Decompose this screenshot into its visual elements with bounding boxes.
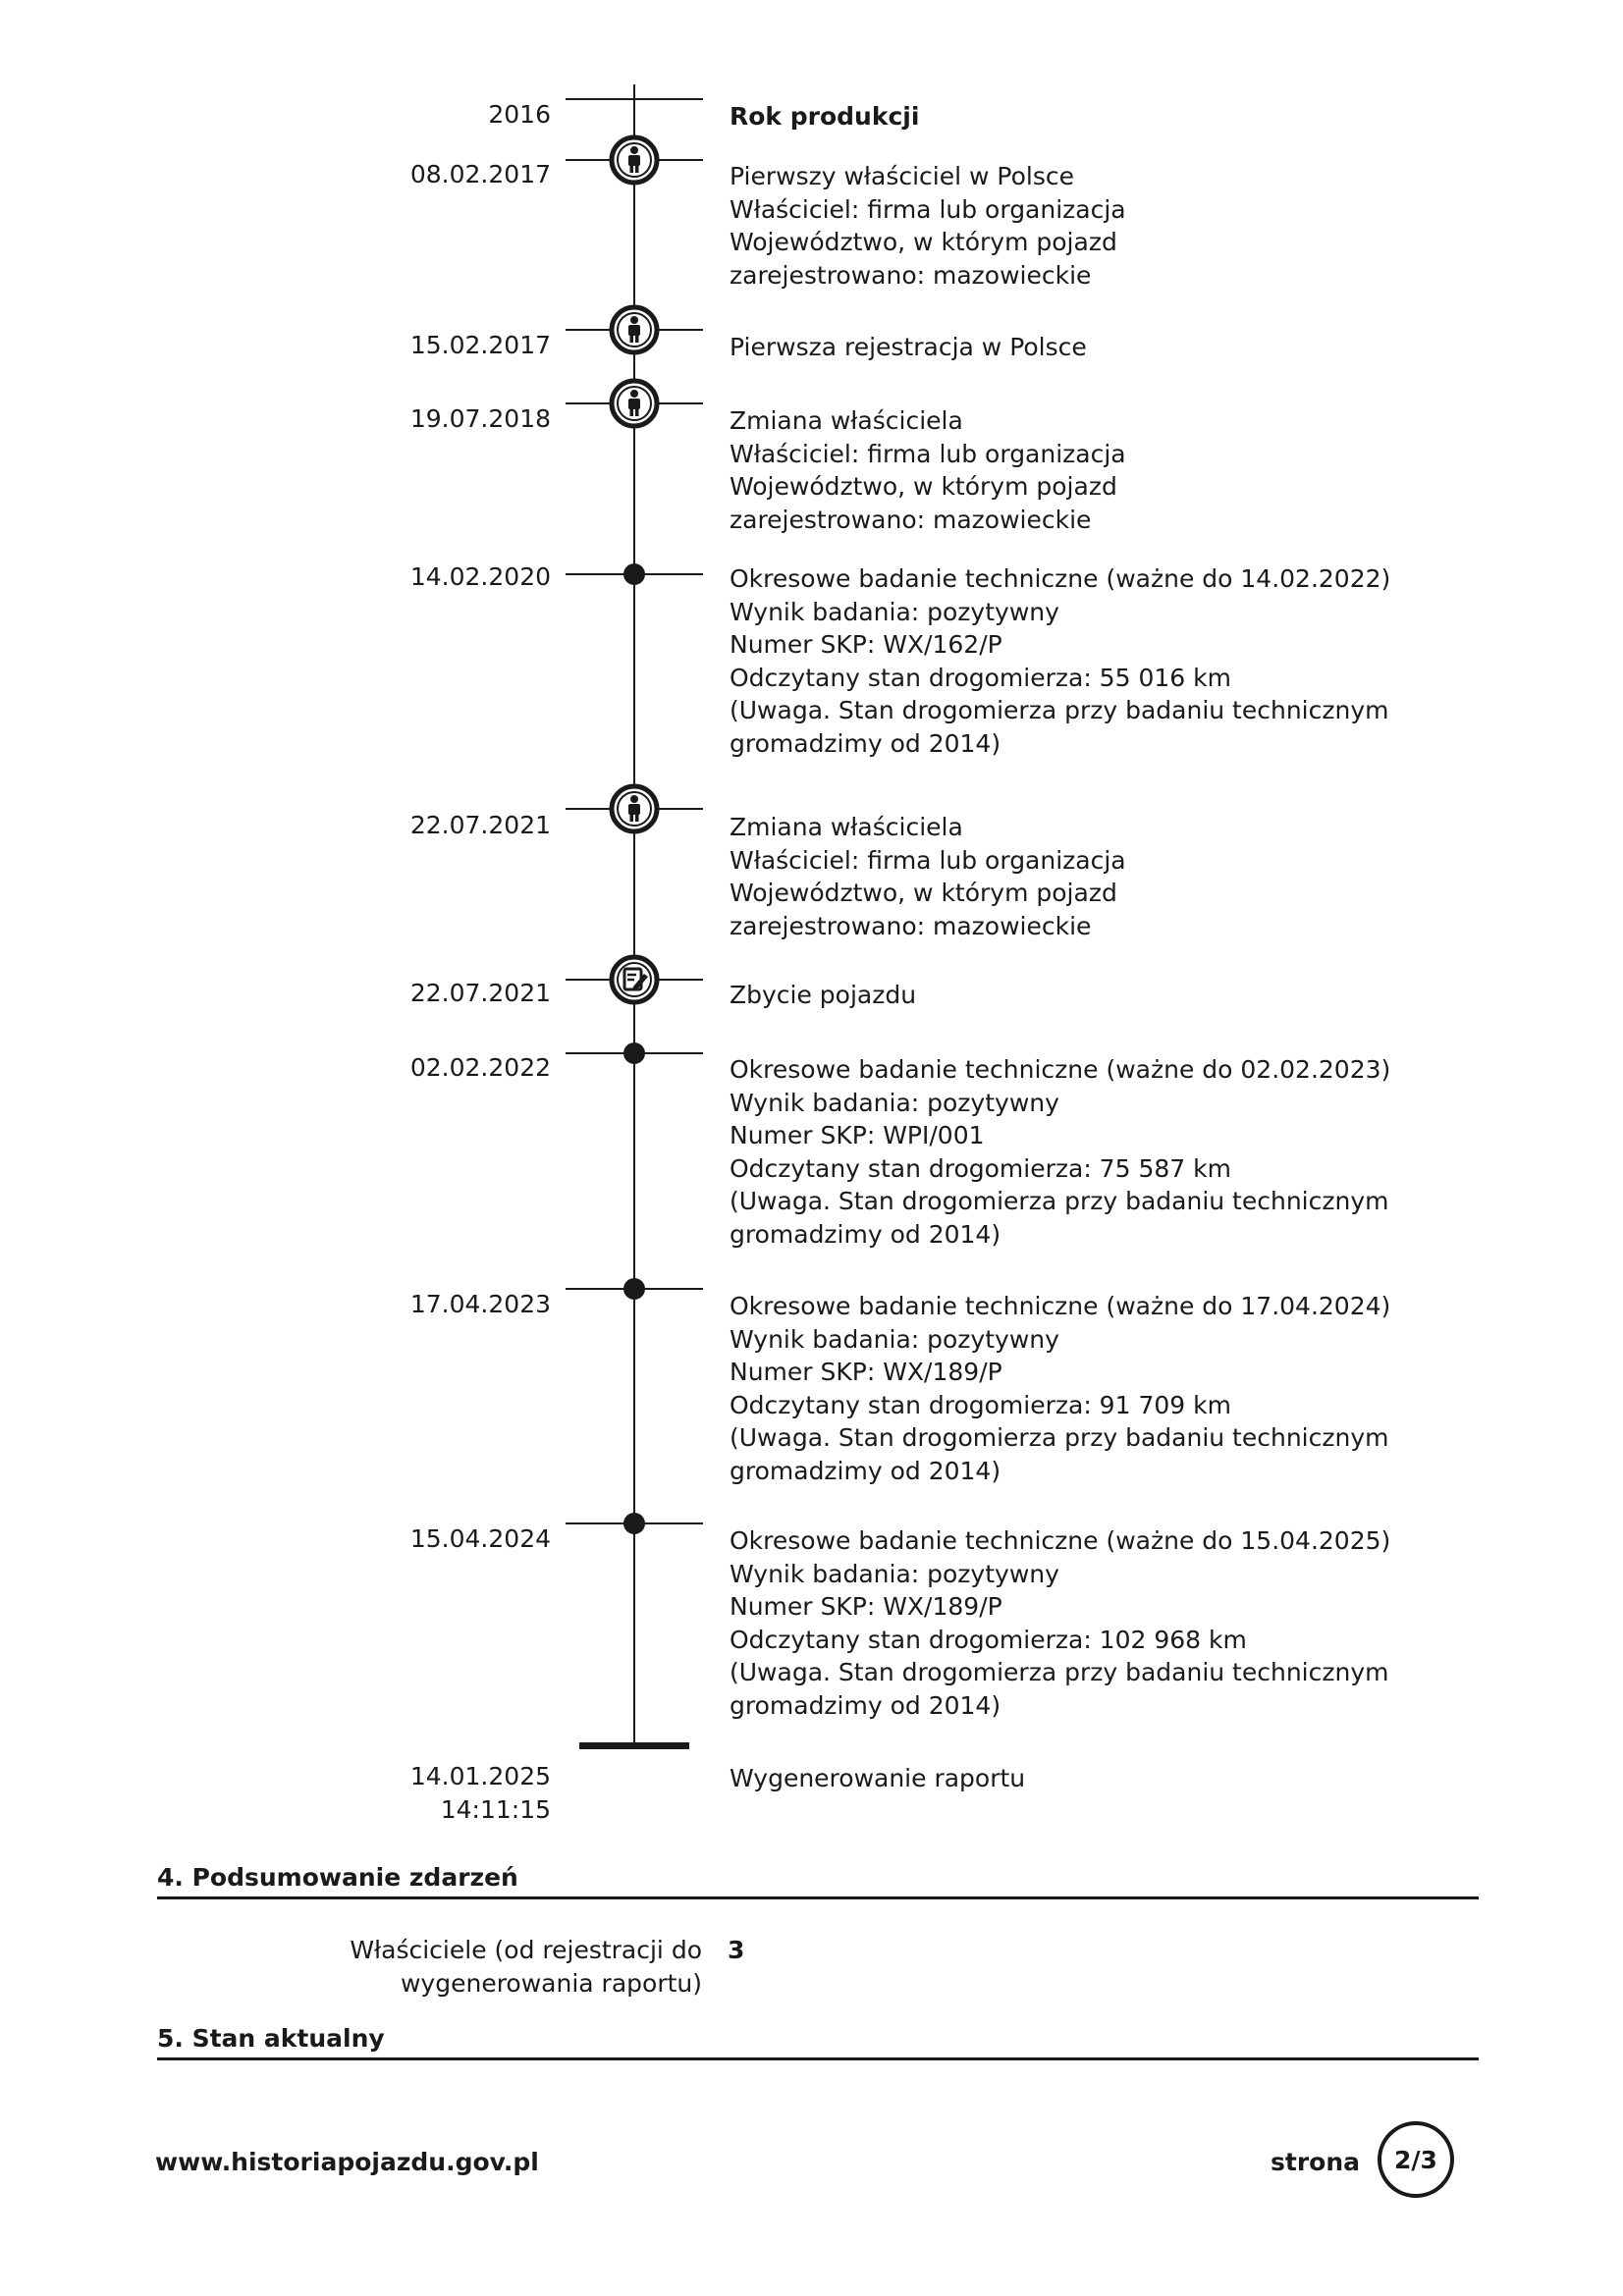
page-label: strona [1271,2148,1361,2176]
event-description [730,331,1476,364]
event-description [730,811,1476,942]
current-state-section-title: 5. Stan aktualny [157,2024,385,2053]
event-detail: Numer SKP: WX/162/P [730,630,1002,659]
event-title: Okresowe badanie techniczne (ważne do 17.04.2024) [730,1292,1391,1320]
event-description [730,100,1476,133]
event-time: 14:11:15 [440,1795,551,1824]
event-description [730,1762,1476,1795]
page-number: 2/3 [1394,2145,1437,2174]
event-title: Okresowe badanie techniczne (ważne do 15.04.2025) [730,1526,1391,1555]
person-icon [608,303,661,356]
event-detail: Województwo, w którym pojazd [730,228,1117,256]
event-title: Okresowe badanie techniczne (ważne do 14.02.2022) [730,564,1391,593]
person-icon [608,133,661,187]
event-detail: Właściciel: firma lub organizacja [730,439,1126,468]
event-detail: gromadzimy od 2014) [730,728,1001,758]
event-detail: zarejestrowano: mazowieckie [730,505,1092,534]
event-description [730,160,1476,292]
timeline-dot [623,1278,645,1300]
event-description [730,979,1476,1012]
timeline-end-bar [579,1742,689,1749]
current-state-divider [157,2057,1479,2060]
event-detail: Właściciel: firma lub organizacja [730,845,1126,875]
event-detail: Odczytany stan drogomierza: 75 587 km [730,1153,1231,1183]
event-title: Wygenerowanie raportu [730,1764,1026,1792]
event-detail: Odczytany stan drogomierza: 55 016 km [730,663,1231,692]
owners-count-label: Właściciele (od rejestracji do wygenerowania raportu) [350,1936,702,1998]
event-detail: Wynik badania: pozytywny [730,1324,1059,1354]
event-detail: gromadzimy od 2014) [730,1690,1001,1720]
event-detail: zarejestrowano: mazowieckie [730,260,1092,290]
event-detail: (Uwaga. Stan drogomierza przy badaniu technicznym [730,1423,1389,1452]
person-icon [608,377,661,430]
timeline-dot [623,1042,645,1064]
owners-count-value: 3 [728,1936,745,1964]
event-title: Zbycie pojazdu [730,981,917,1009]
event-detail: Odczytany stan drogomierza: 102 968 km [730,1625,1247,1654]
event-description [730,1290,1476,1487]
event-title: Rok produkcji [730,102,920,131]
event-title: Zmiana właściciela [730,406,963,435]
event-detail: Numer SKP: WPI/001 [730,1121,985,1149]
event-date: 02.02.2022 [409,1053,551,1082]
event-date: 14.02.2020 [409,562,551,591]
event-detail: Wynik badania: pozytywny [730,597,1059,626]
event-date: 19.07.2018 [409,404,551,433]
event-detail: Numer SKP: WX/189/P [730,1358,1002,1386]
event-date: 2016 [488,100,551,129]
event-title: Pierwsza rejestracja w Polsce [730,333,1087,361]
event-title: Okresowe badanie techniczne (ważne do 02.02.2023) [730,1055,1391,1084]
event-date: 14.01.2025 14:11:15 [256,1760,551,1827]
event-date: 17.04.2023 [409,1290,551,1318]
event-detail: Odczytany stan drogomierza: 91 709 km [730,1390,1231,1419]
event-date: 22.07.2021 [409,979,551,1007]
event-detail: gromadzimy od 2014) [730,1456,1001,1485]
footer-url: www.historiapojazdu.gov.pl [155,2148,539,2176]
event-description [730,404,1476,536]
event-title: Zmiana właściciela [730,813,963,841]
event-detail: zarejestrowano: mazowieckie [730,911,1092,940]
event-detail: gromadzimy od 2014) [730,1219,1001,1249]
event-detail: Województwo, w którym pojazd [730,879,1117,907]
event-detail: Wynik badania: pozytywny [730,1559,1059,1588]
timeline-tick [633,84,635,114]
person-icon [608,782,661,835]
event-date: 08.02.2017 [409,160,551,188]
event-description [730,1053,1476,1251]
document-edit-icon [608,953,661,1006]
event-detail: (Uwaga. Stan drogomierza przy badaniu technicznym [730,1658,1389,1686]
event-detail: Wynik badania: pozytywny [730,1088,1059,1117]
event-detail: (Uwaga. Stan drogomierza przy badaniu technicznym [730,1187,1389,1215]
event-date: 22.07.2021 [409,811,551,839]
event-date: 15.02.2017 [409,331,551,359]
event-description [730,562,1476,760]
event-description [730,1524,1476,1722]
event-detail: (Uwaga. Stan drogomierza przy badaniu technicznym [730,696,1389,724]
event-detail: Właściciel: firma lub organizacja [730,194,1126,224]
summary-section-title: 4. Podsumowanie zdarzeń [157,1863,518,1892]
page-number-badge [1378,2121,1454,2198]
timeline-dot [623,563,645,585]
event-detail: Województwo, w którym pojazd [730,472,1117,501]
event-title: Pierwszy właściciel w Polsce [730,162,1074,190]
summary-divider [157,1896,1479,1899]
event-detail: Numer SKP: WX/189/P [730,1592,1002,1621]
timeline-dot [623,1513,645,1534]
event-date: 15.04.2024 [409,1524,551,1553]
